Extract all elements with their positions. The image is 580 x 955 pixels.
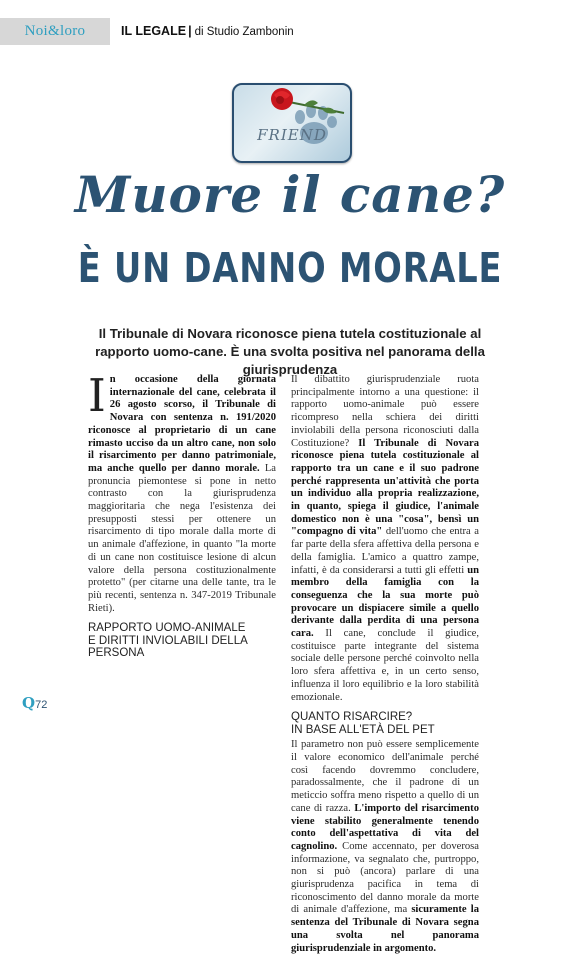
paragraph-rapporto-continued (291, 374, 479, 704)
subheading-line: QUANTO RISARCIRE? (291, 711, 413, 724)
article-column-2 (291, 374, 479, 955)
paragraph-intro (88, 369, 276, 615)
subheading-rapporto (88, 622, 276, 660)
section-header (121, 22, 294, 41)
subheading-line: E DIRITTI INVIOLABILI DELLA PERSONA (88, 634, 248, 660)
text-run: Il cane, conclude il giudice, costituisce parte integrante del sistema sociale delle persone perché coinvolto nella loro sfera affettiva e, in un certo senso, influenza il loro equilibrio e la loro stabilità emozionale. (291, 628, 479, 703)
headline-main: È UN DANNO MORALE (77, 244, 503, 292)
headline-script: Muore il cane? (74, 165, 506, 224)
text-run-bold: L'importo del risarcimento viene stabilito generalmente tenendo conto dell'aspettativa di vita del cagnolino. (291, 802, 479, 852)
text-run-bold: un membro della famiglia con la conseguenza che la sua morte può provocare un dispiacere simile a quello derivante dalla perdita di una persona cara. (291, 564, 479, 640)
text-run: Come accennato, per doverosa informazione, va segnalato che, purtroppo, non si può (ancora) parlare di una giurisprudenza pacifica in tema di riconoscimento del danno morale da morte di animale d'affezione, ma (291, 840, 479, 916)
intro-bold: n occasione della giornata internazionale del cane, celebrata il 26 agosto scorso, il Tribunale di Novara con sentenza n. 191/2020 riconosce al proprietario di un cane rimasto ucciso da un altro cane, non solo il risarcimento per danno patrimoniale, ma anche quello per danno morale. (88, 374, 276, 474)
text-run: Il dibattito giurisprudenziale ruota principalmente intorno a una questione: il rapporto uomo-animale può essere ricompreso nella schiera dei diritti inviolabili della persona riconosciuti dalla Costituzione? (291, 374, 479, 449)
section-tag: Noi&loro (0, 18, 110, 45)
paragraph-risarcire (291, 739, 479, 955)
subheading-line: IN BASE ALL'ETÀ DEL PET (291, 723, 435, 736)
text-run: Il parametro non può essere semplicemente il valore economico dell'animale perché così facendo dovremmo concludere, paradossalmente, che il padrone di un meticcio soffra meno rispetto a quello di un cane di razza. (291, 739, 479, 814)
intro-rest: La pronuncia piemontese si pone in netto contrasto con la giurisprudenza maggioritaria che nega l'esistenza dei presupposti stessi per ottenere un risarcimento di tipo morale dalla morte di un animale d'affezione, in quanto "la morte di un cane non costituisce lesione di alcun valore della persona costituzionalmente protetto" (per citarne una delle tante, tra le più recenti, sentenza n. 347-2019 Tribunale Rieti). (88, 462, 276, 614)
magazine-logo: Q (22, 694, 36, 712)
header-separator: | (188, 24, 192, 38)
drop-cap: I (88, 369, 106, 422)
text-run: dell'uomo che entra a far parte della sfera affettiva della persona e della famiglia. L'amico a quattro zampe, infatti, è da considerarsi a tutti gli effetti (291, 526, 479, 576)
standfirst: Il Tribunale di Novara riconosce piena tutela costituzionale al rapporto uomo-cane. È una svolta positiva nel panorama della giurisprudenza (95, 326, 485, 377)
byline: di Studio Zambonin (194, 26, 294, 38)
subheading-line: RAPPORTO UOMO-ANIMALE (88, 622, 246, 635)
image-caption: FRIEND (257, 126, 327, 144)
page-number: 72 (35, 699, 48, 711)
text-run-bold: sicuramente la sentenza del Tribunale di Novara segna una svolta nel panorama giurisprudenziale in argomento. (291, 904, 479, 954)
paw-rose-illustration (234, 85, 350, 161)
article-column-1 (88, 369, 276, 663)
page-folio (22, 694, 47, 712)
article-illustration (232, 83, 352, 163)
subheading-risarcire (291, 711, 479, 736)
text-run-bold: Il Tribunale di Novara riconosce piena tutela costituzionale al rapporto tra un cane e il suo padrone perché rappresenta un'attività che porta un individuo alla propria realizzazione, in quanto, spiega il giudice, l'animale domestico non è una "cosa", bensì un "compagno di vita" (291, 437, 479, 538)
section-name: IL LEGALE (121, 24, 187, 38)
